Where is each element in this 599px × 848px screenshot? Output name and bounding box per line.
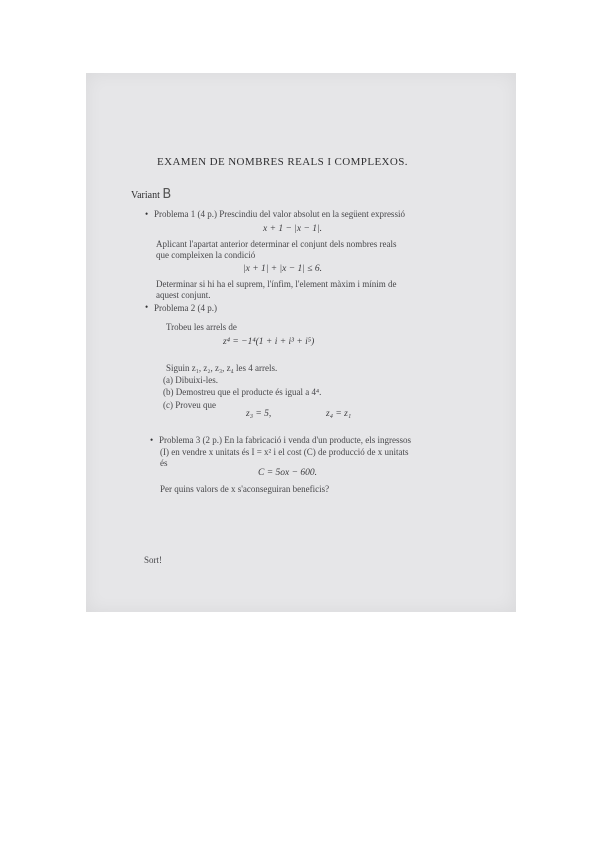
variant-value: B <box>162 187 172 202</box>
problem2-line2: Siguin z₁, z₂, z₃, z₄ les 4 arrels. <box>166 363 278 373</box>
bullet-icon: • <box>145 302 149 312</box>
exam-sheet <box>86 73 516 612</box>
problem2-item-b: (b) Demostreu que el producte és igual a 4⁴. <box>163 387 322 397</box>
problem3-line1: Problema 3 (2 p.) En la fabricació i venda d'un producte, els ingressos <box>159 435 412 445</box>
problem2-item-a: (a) Dibuixi-les. <box>163 375 218 385</box>
problem3-formula: C = 5ox − 600. <box>258 468 317 478</box>
exam-title: EXAMEN DE NOMBRES REALS I COMPLEXOS. <box>157 156 408 168</box>
closing-text: Sort! <box>144 555 162 565</box>
problem1-line5: aquest conjunt. <box>156 290 211 300</box>
problem2-heading: Problema 2 (4 p.) <box>154 303 217 313</box>
problem1-line1: Problema 1 (4 p.) Prescindiu del valor absolut en la següent expressió <box>154 209 405 219</box>
problem2-item-c: (c) Proveu que <box>163 400 216 410</box>
problem1-formula1: x + 1 − |x − 1|. <box>263 224 323 234</box>
problem3-line4: Per quins valors de x s'aconseguiran beneficis? <box>160 484 330 494</box>
problem2-formula1: z⁴ = −1⁴(1 + i + i³ + i⁵) <box>223 337 315 347</box>
variant-line <box>131 187 171 202</box>
problem2-line1: Trobeu les arrels de <box>166 322 237 332</box>
problem3-line2: (I) en vendre x unitats és I = x² i el cost (C) de producció de x unitats <box>160 447 409 457</box>
bullet-icon: • <box>145 209 149 219</box>
problem2-formula2b: z₄ = z₁ <box>326 409 352 419</box>
problem1-line2: Aplicant l'apartat anterior determinar el conjunt dels nombres reals <box>156 239 397 249</box>
problem1-line3: que compleixen la condició <box>156 250 256 260</box>
bullet-icon: • <box>150 435 154 445</box>
problem1-formula2: |x + 1| + |x − 1| ≤ 6. <box>243 264 322 274</box>
problem3-line3: és <box>160 458 168 468</box>
problem1-line4: Determinar si hi ha el suprem, l'ínfim, l'element màxim i mínim de <box>156 279 397 289</box>
variant-label: Variant <box>131 190 160 201</box>
problem2-formula2a: z₃ = 5, <box>246 409 272 419</box>
